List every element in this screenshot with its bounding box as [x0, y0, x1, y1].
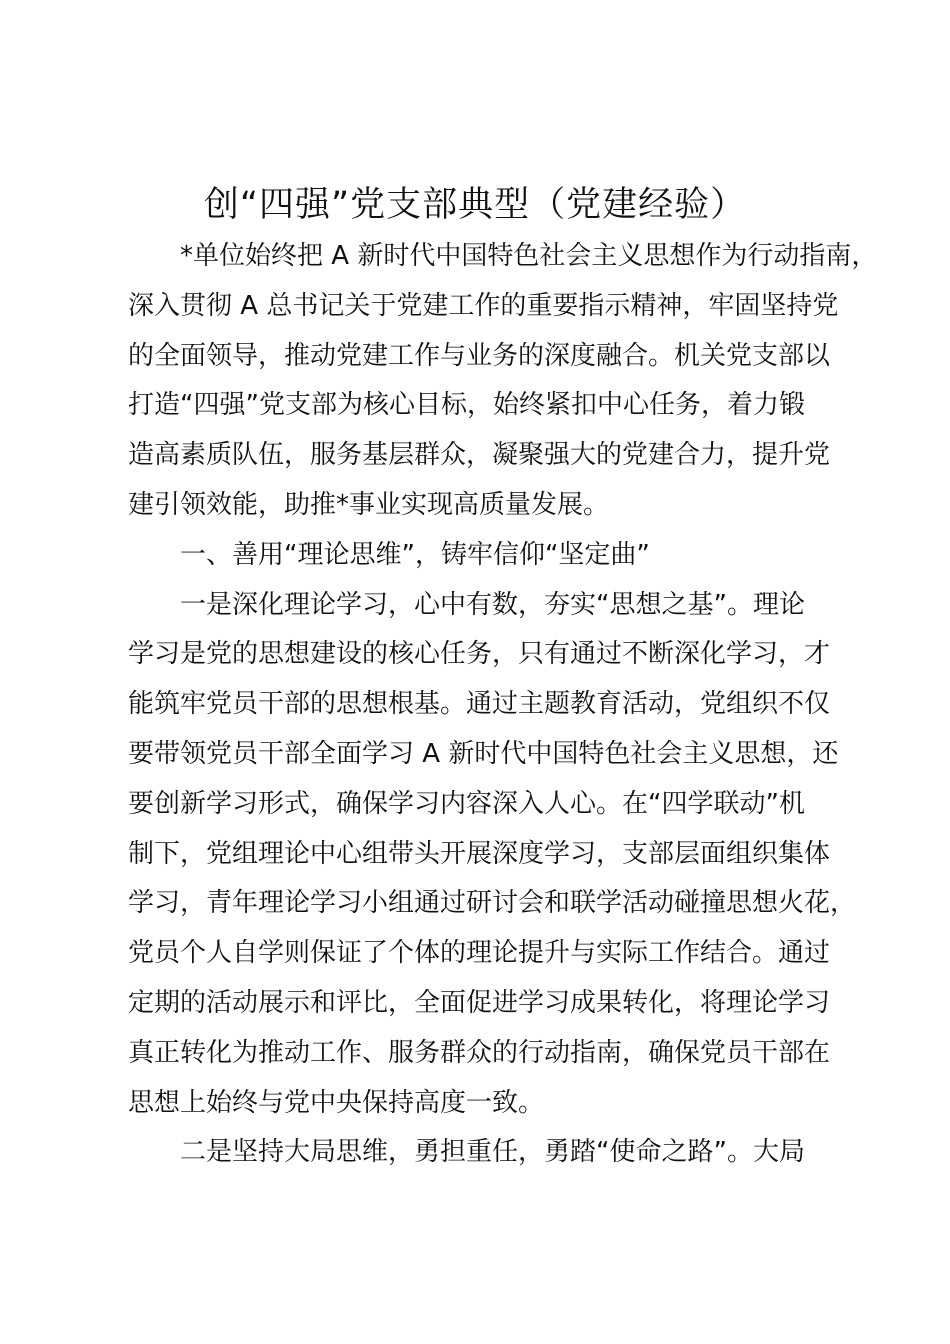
text-line: 深入贯彻 A 总书记关于党建工作的重要指示精神，牢固坚持党	[128, 290, 839, 321]
text-line: 思想上始终与党中央保持高度一致。	[128, 1087, 545, 1118]
text-line: 的全面领导，推动党建工作与业务的深度融合。机关党支部以	[128, 340, 831, 371]
text-line: 一是深化理论学习，心中有数，夯实“思想之基”。理论	[180, 589, 805, 620]
text-line: 党员个人自学则保证了个体的理论提升与实际工作结合。通过	[128, 938, 831, 969]
text-line: 造高素质队伍，服务基层群众，凝聚强大的党建合力，提升党	[128, 440, 831, 471]
intro-paragraph	[128, 232, 878, 531]
text-line: 学习是党的思想建设的核心任务，只有通过不断深化学习，才	[128, 639, 831, 670]
text-line: 制下，党组理论中心组带头开展深度学习，支部层面组织集体	[128, 838, 831, 869]
text-line: 定期的活动展示和评比，全面促进学习成果转化，将理论学习	[128, 987, 831, 1018]
text-line: 建引领效能，助推*事业实现高质量发展。	[128, 489, 610, 520]
section-heading: 一、善用“理论思维”，铸牢信仰“坚定曲”	[180, 539, 650, 570]
text-line: 真正转化为推动工作、服务群众的行动指南，确保党员干部在	[128, 1037, 831, 1068]
point-two-paragraph	[128, 1128, 858, 1178]
point-one-paragraph	[128, 581, 858, 1129]
document-title: 创“四强”党支部典型（党建经验）	[203, 185, 747, 225]
document-body	[128, 232, 878, 1178]
text-line: 要创新学习形式，确保学习内容深入人心。在“四学联动”机	[128, 788, 805, 819]
text-line: 要带领党员干部全面学习 A 新时代中国特色社会主义思想，还	[128, 738, 839, 769]
text-line: 能筑牢党员干部的思想根基。通过主题教育活动，党组织不仅	[128, 689, 831, 720]
text-line: 打造“四强”党支部为核心目标，始终紧扣中心任务，着力锻	[128, 390, 805, 421]
text-line: 二是坚持大局思维，勇担重任，勇踏“使命之路”。大局	[180, 1137, 805, 1168]
text-line: *单位始终把 A 新时代中国特色社会主义思想作为行动指南，	[180, 241, 878, 271]
text-line: 学习，青年理论学习小组通过研讨会和联学活动碰撞思想火花，	[128, 888, 857, 919]
